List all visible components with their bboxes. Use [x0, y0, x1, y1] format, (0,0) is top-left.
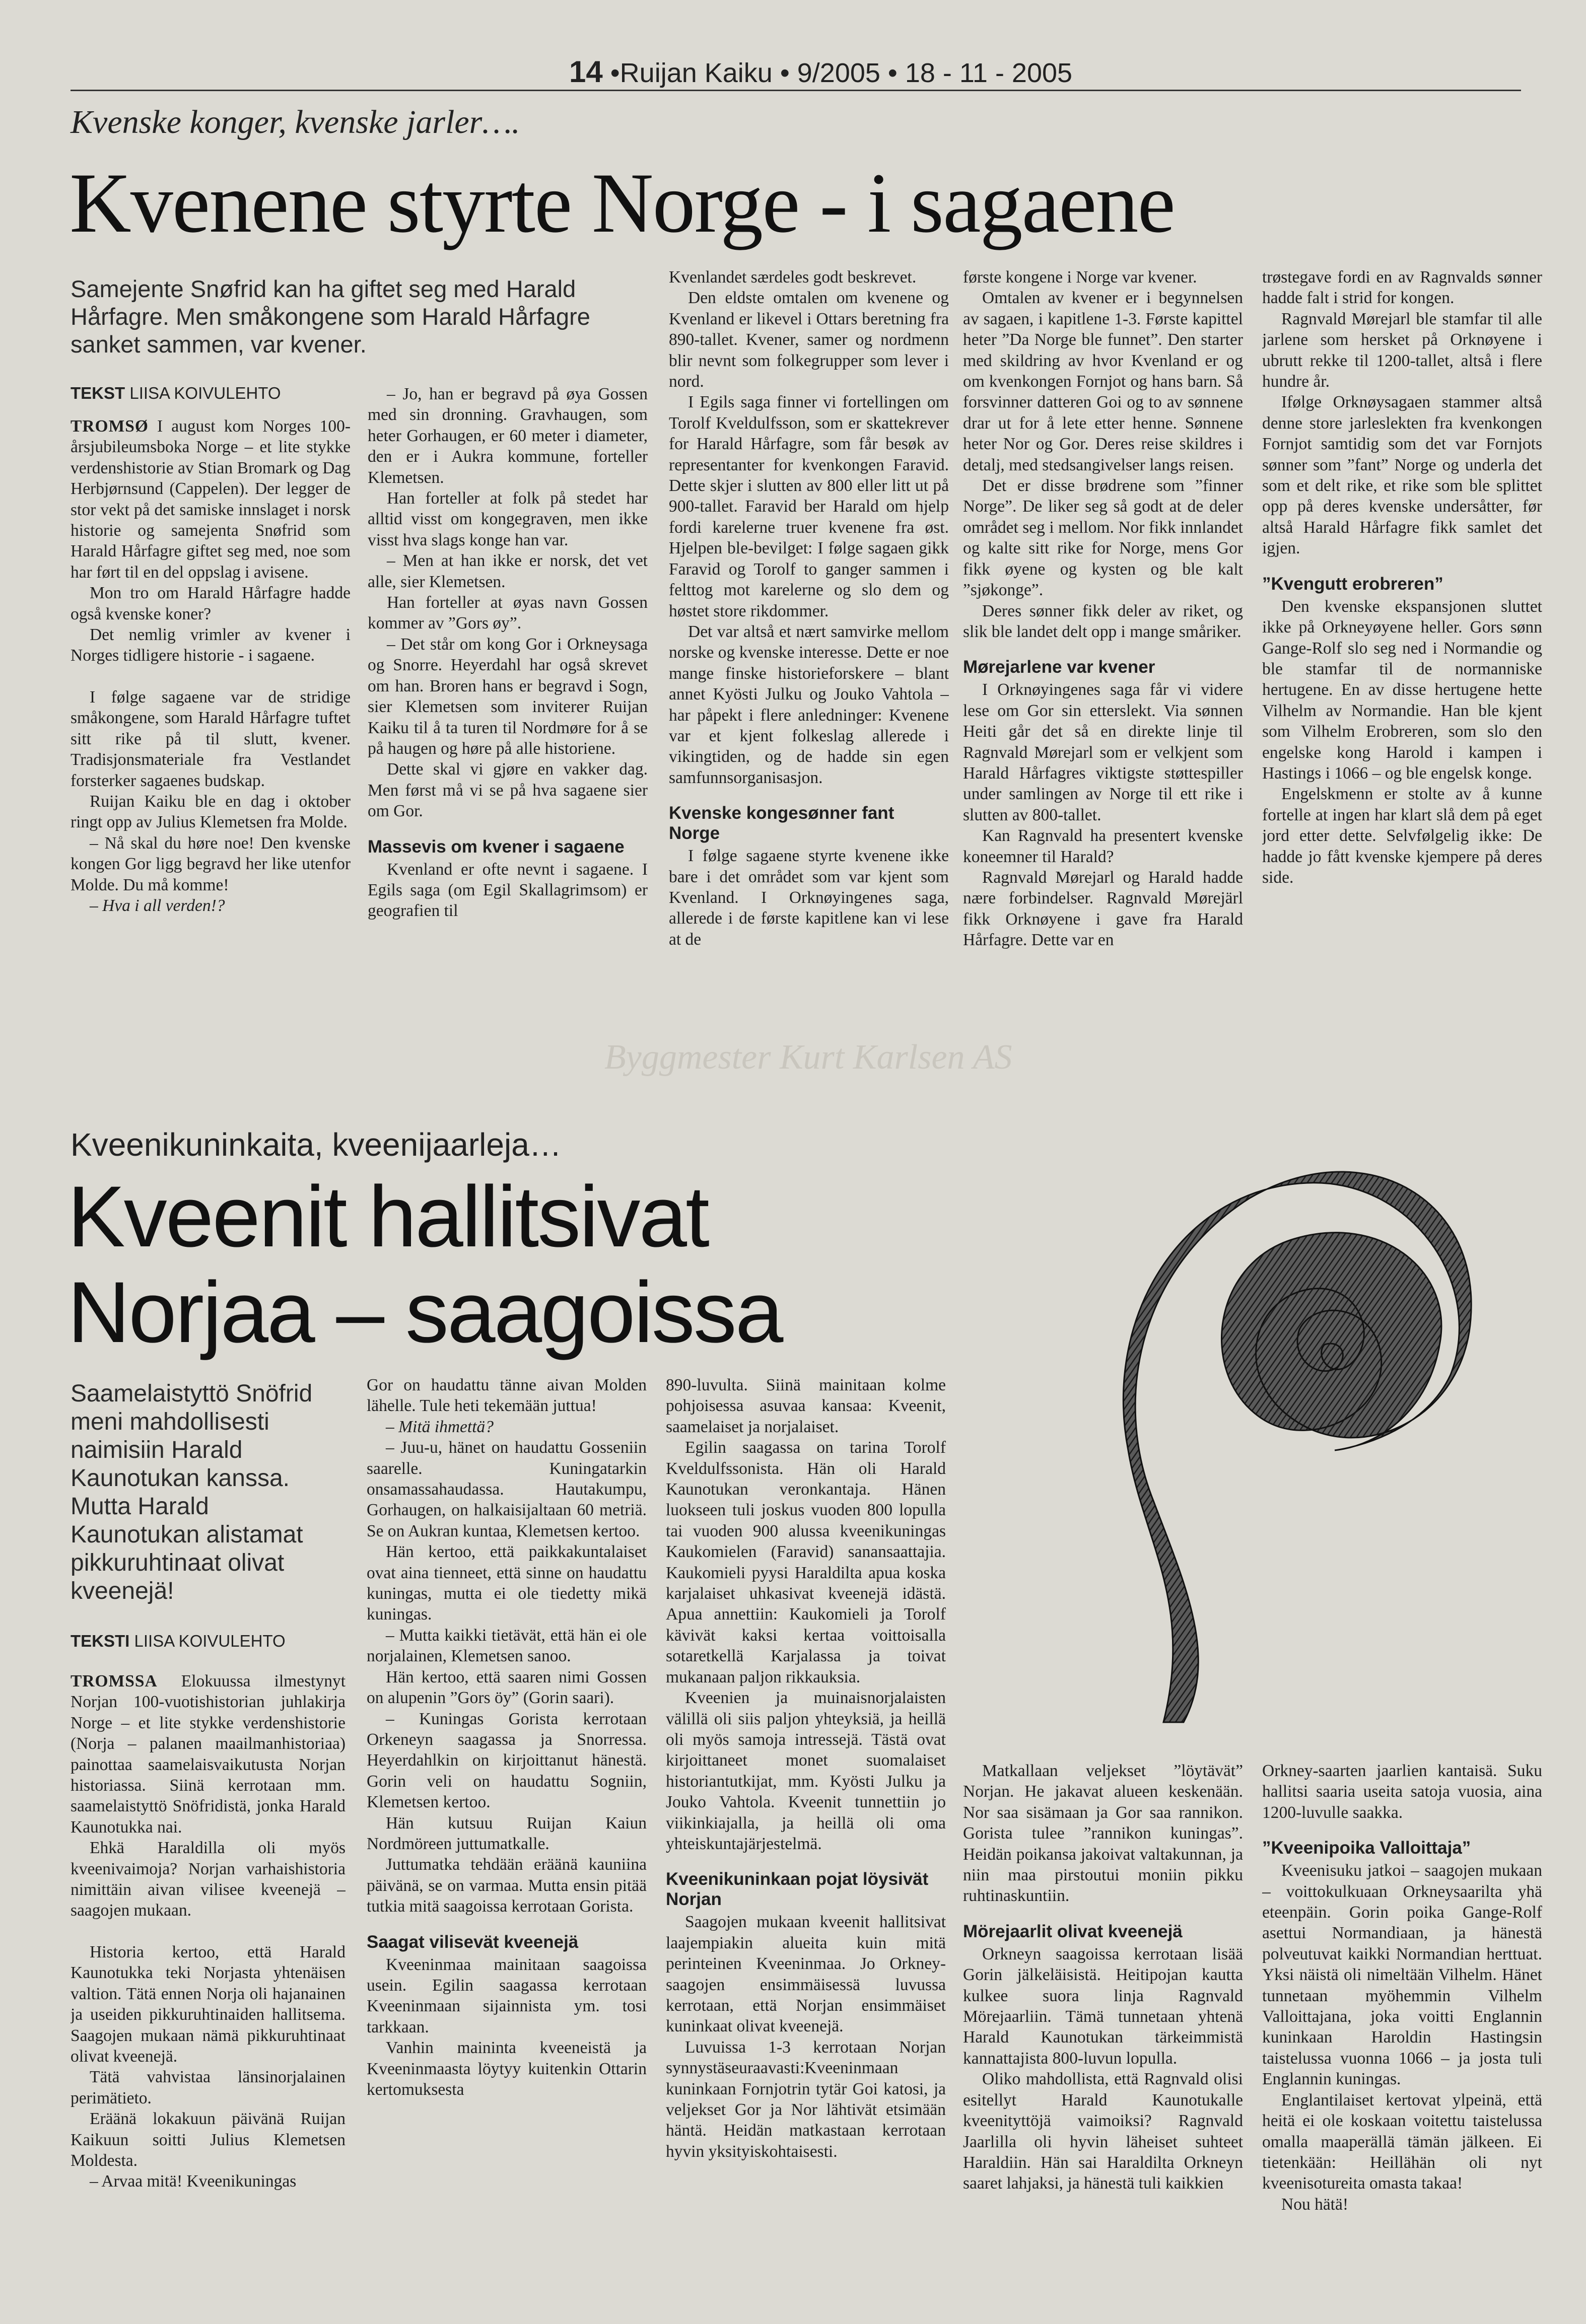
finnish-lead: Saamelaistyttö Snöfrid meni mahdollisesti naimisiin Harald Kaunotukan kanssa. Mutta Harald Kaunotukan alistamat pikkuruhtinaat olivat kveenejä!	[71, 1380, 313, 1604]
paragraph	[71, 833, 351, 895]
norwegian-lead: Samejente Snøfrid kan ha giftet seg med Harald Hårfagre. Men småkongene som Harald Hårfagre sanket sammen, var kvener.	[71, 275, 590, 358]
paragraph-text: Det nemlig vrimler av kvener i Norges tidligere historie - i sagaene.	[71, 625, 351, 665]
paragraph	[71, 895, 351, 916]
dateline: TROMSØ	[71, 417, 149, 436]
paragraph	[368, 488, 648, 550]
page-header	[569, 54, 1123, 90]
paragraph-text: Kveenisuku jatkoi – saagojen mukaan – voittokulkuaan Orkneysaarilta yhä eteenpäin. Gorin poika Gange-Rolf asettui Normandiaan, ja hänestä polveutuvat kaikki Normandian herttuat. Yksi näistä oli nimeltään Vilhelm. Hänet tunnetaan myöhemmin Vilhelm Valloittajana, joka voitti Englannin kuninkaan Haroldin Hastingsin taistelussa vuonna 1066 – ja josta tuli Englannin kuningas.	[1262, 1861, 1542, 2089]
subheading: Mørejarlene var kvener	[963, 657, 1155, 677]
paragraph-text: Kvenlandet særdeles godt beskrevet.	[669, 268, 917, 287]
paragraph	[1262, 1760, 1542, 1823]
paragraph-text: – Nå skal du høre noe! Den kvenske kongen Gor ligg begravd her like utenfor Molde. Du må komme!	[71, 833, 351, 894]
page-number: 14	[569, 55, 603, 89]
paragraph	[367, 1541, 647, 1625]
paragraph-text: I følge sagaene styrte kvenene ikke bare i det området som var kjent som Kvenland. I Orknøyingenes saga, allerede i de første kapitlene kan vi lese at de	[669, 847, 949, 949]
paragraph	[1262, 596, 1542, 784]
paragraph	[666, 1687, 946, 1854]
paragraph	[963, 679, 1243, 825]
paragraph-text: – Arvaa mitä! Kveenikuningas	[90, 2172, 297, 2191]
paragraph	[963, 288, 1243, 475]
paragraph-text: – Juu-u, hänet on haudattu Gosseniin saarelle. Kuningatarkin onsamassahaudassa. Hautakumpu, Gorhaugen, on halkaisijaltaan 60 metriä. Se on Aukran kuntaa, Klemetsen kertoo.	[367, 1438, 647, 1540]
finnish-column-1	[71, 1671, 346, 2275]
paragraph	[367, 1625, 647, 1667]
paragraph	[367, 1813, 647, 1855]
paragraph	[669, 267, 949, 288]
paragraph-text: Luvuissa 1-3 kerrotaan Norjan synnystäseuraavasti:Kveeninmaan kuninkaan Fornjotrin tytär Goi katosi, ja veljekset Gor ja Nor lähtivät etsimään häntä. Heidän matkastaan kerrotaan hyvin yksityiskohtaisesti.	[666, 2037, 946, 2161]
paragraph	[367, 1954, 647, 2038]
paragraph-text: første kongene i Norge var kvener.	[963, 268, 1197, 287]
paragraph-text: Orkneyn saagoissa kerrotaan lisää Gorin jälkeläisistä. Heitipojan kautta kulkee suora linja Ragnvald Mörejaarliin. Tämä tunnetaan yhtenä Harald Kaunotukan tärkeimmistä kannattajista 800-luvun lopulla.	[963, 1944, 1243, 2068]
subheading: Mörejaarlit olivat kveenejä	[963, 1921, 1183, 1941]
paragraph-text: Saagojen mukaan kveenit hallitsivat laajempiakin alueita kuin mitä perinteinen Kveeninmaa. Jo Orkney-saagojen ensimmäisessä luvussa kerrotaan, että Norjan ensimmäiset kuninkaat olivat kveenejä.	[666, 1913, 946, 2036]
paragraph	[368, 634, 648, 759]
paragraph	[71, 2108, 346, 2171]
paragraph-text: I følge sagaene var de stridige småkongene, som Harald Hårfagre tuftet sitt rike på til slutt, kvener. Tradisjonsmateriale fra Vestlandet forsterker sagaenes budskap.	[71, 687, 351, 790]
norwegian-byline	[71, 384, 281, 403]
paragraph	[367, 1667, 647, 1709]
paragraph-text: Det var altså et nært samvirke mellom norske og kvenske interesse. Dette er noe mange finske historieforskere – blant annet Kyösti Julku og Jouko Vahtola – har påpekt i flere anledninger: Kvenene var et kjent folkeslag allerede i vikingtiden, og de hadde sin egen samfunnsorganisasjon.	[669, 622, 949, 787]
paragraph	[71, 1838, 346, 1921]
paragraph	[368, 592, 648, 634]
paragraph-text: Kan Ragnvald ha presentert kvenske koneemner til Harald?	[963, 826, 1243, 866]
norwegian-column-5	[1262, 267, 1542, 1022]
paragraph-text: Den kvenske ekspansjonen sluttet ikke på Orkneyøyene heller. Gors sønn Gange-Rolf slo seg ned i Normandie og ble stamfar til de normanniske hertugene. En av disse hertugene hette Vilhelm av Normandie. Han ble kjent som Vilhelm Erobreren, som slo den engelske kong Harold i kampen i Hastings i 1066 – og ble engelsk konge.	[1262, 597, 1542, 783]
norwegian-headline: Kvenene styrte Norge - i sagaene	[70, 156, 1175, 250]
paragraph	[963, 267, 1243, 288]
paragraph-text: Kveenien ja muinaisnorjalaisten välillä oli siis paljon yhteyksiä, ja heillä oli myös samoja intressejä. Tästä ovat kirjoittaneet monet suomalaiset historiantutkijat, mm. Kyösti Julku ja Jouko Vahtola. Kveenit tunnettiin jo viikinkiajalla, ja heillä oli oma yhteiskuntajärjestelmä.	[666, 1688, 946, 1853]
finnish-byline	[71, 1632, 286, 1651]
paragraph	[963, 475, 1243, 600]
paragraph-text: Nou hätä!	[1281, 2195, 1349, 2214]
issue-info: •Ruijan Kaiku • 9/2005 • 18 - 11 - 2005	[610, 58, 1073, 88]
paragraph-text: Gor on haudattu tänne aivan Molden lähelle. Tule heti tekemään juttua!	[367, 1376, 647, 1416]
paragraph-text: Vanhin maininta kveeneistä ja Kveeninmaasta löytyy kuitenkin Ottarin kertomuksesta	[367, 2038, 647, 2099]
paragraph	[367, 1375, 647, 1417]
paragraph	[669, 392, 949, 621]
paragraph-text: Det er disse brødrene som ”finner Norge”. De liker seg så godt at de deler området seg i mellom. Nor fikk innlandet og kalte sitt rike for Norge, mens Gor fikk øyene og kysten og ble kalt ”sjøkonge”.	[963, 476, 1243, 600]
paragraph-text: Ragnvald Mørejarl ble stamfar til alle jarlene som hersket på Orknøyene i ubrutt rekke til 1200-tallet, altså i flere hundre år.	[1262, 309, 1542, 391]
paragraph	[1262, 2090, 1542, 2194]
paragraph	[368, 859, 648, 922]
paragraph-text: – Mitä ihmettä?	[386, 1417, 494, 1436]
paragraph-text: Kveeninmaa mainitaan saagoissa usein. Egilin saagassa kerrotaan Kveeninmaan sijainnista ym. tosi tarkkaan.	[367, 1955, 647, 2036]
paragraph	[71, 583, 351, 624]
paragraph	[71, 1671, 346, 1838]
paragraph-text: I august kom Norges 100-årsjubileumsboka Norge – et lite stykke verdenshistorie av Stian Bromark og Dag Herbjørnsund (Cappelen). Der legger de stor vekt på det samiske innslaget i norsk historie og samejenta Snøfrid som Harald Hårfagre giftet seg med, noe som har ført til en del oppslag i avisene.	[71, 417, 351, 582]
norwegian-column-1	[71, 416, 351, 1066]
norwegian-column-2	[368, 384, 648, 1066]
paragraph	[669, 846, 949, 950]
paragraph	[367, 1709, 647, 1813]
paragraph	[1262, 1860, 1542, 2089]
finnish-kicker: Kveenikuninkaita, kveenijaarleja…	[71, 1126, 562, 1163]
paragraph	[71, 791, 351, 833]
finnish-headline-line-2: Norjaa – saagoissa	[67, 1264, 782, 1361]
spiral-scroll-illustration	[1098, 1138, 1481, 1732]
paragraph-text: Ragnvald Mørejarl og Harald hadde nære forbindelser. Ragnvald Mørejärl fikk Orknøyene i gave fra Harald Hårfagre. Dette var en	[963, 868, 1243, 950]
subheading: Massevis om kvener i sagaene	[368, 836, 625, 857]
paragraph-text: Englantilaiset kertovat ylpeinä, että heitä ei ole koskaan voitettu taistelussa omalla maaperällä tämän jälkeen. Ei tietenkään: Heillähän oli nyt kveenisotureita omasta takaa!	[1262, 2090, 1542, 2193]
paragraph	[367, 1417, 647, 1437]
paragraph-text: trøstegave fordi en av Ragnvalds sønner hadde falt i strid for kongen.	[1262, 268, 1542, 308]
finnish-column-4	[963, 1760, 1243, 2276]
paragraph-text: Han forteller at folk på stedet har alltid visst om kongegraven, men ikke visst hva slags konge han var.	[368, 489, 648, 549]
paragraph	[367, 1437, 647, 1541]
paragraph	[1262, 392, 1542, 558]
paragraph	[669, 288, 949, 392]
paragraph-text: Mon tro om Harald Hårfagre hadde også kvenske koner?	[71, 584, 351, 623]
paragraph-text: – Kuningas Gorista kerrotaan Orkeneyn saagassa ja Snorressa. Heyerdahlkin on kirjoittanut hänestä. Gorin veli on haudattu Sogniin, Klemetsen kertoo.	[367, 1709, 647, 1812]
paragraph	[368, 550, 648, 592]
paragraph-text: Den eldste omtalen om kvenene og Kvenland er likevel i Ottars beretning fra 890-tallet. Kvener, samer og nordmenn blir nevnt som folkegrupper som lever i nord.	[669, 289, 949, 391]
paragraph-text: I Orknøyingenes saga får vi videre lese om Gor sin etterslekt. Via sønnen Heiti går det så en direkte linje til Ragnvald Mørejarl som er velkjent som Harald Hårfagres viktigste støttespiller under samlingen av Norge til ett rike i slutten av 800-tallet.	[963, 680, 1243, 824]
header-rule	[71, 90, 1521, 91]
subheading: ”Kveenipoika Valloittaja”	[1262, 1838, 1471, 1858]
paragraph-text: Egilin saagassa on tarina Torolf Kveldulfssonista. Hän oli Harald Kaunotukan veronkantaja. Hänen luokseen tuli joskus vuoden 800 lopulla tai vuoden 900 alussa kveenikuningas Kaukomielen (Faravid) sanansaattajia. Kaukomieli pyysi Haraldilta apua koska karjalaiset uhkasivat kveenejä idästä. Apua annettiin: Kaukomieli ja Torolf kävivät kaksi kertaa voittoisalla sotaretkellä Karjalassa ja toivat mukanaan paljon rikkauksia.	[666, 1438, 946, 1686]
norwegian-column-4	[963, 267, 1243, 1066]
paragraph	[368, 759, 648, 821]
paragraph-text: Matkallaan veljekset ”löytävät” Norjan. He jakavat alueen keskenään. Nor saa sisämaan ja Gor saa rannikon. Gorista tulee ”rannikon kuningas”. Heidän poikansa jakoivat valtakunnan, ja niin maa pirstoutui moniin pikku ruhtinaskuntiin.	[963, 1762, 1243, 1906]
paragraph	[963, 825, 1243, 867]
paragraph-text: Elokuussa ilmestynyt Norjan 100-vuotishistorian juhlakirja Norge – et lite stykke verdenshistorie (Norja – palanen maailmanhistoriaa) painottaa saamelaisvaikutusta Norjan historiassa. Siinä kerrotaan mm. saamelaistyttö Snöfridistä, jonka Harald Kaunotukka nai.	[71, 1672, 346, 1837]
paragraph-text: Ifølge Orknøysagaen stammer altså denne store jarleslekten fra kvenkongen Fornjot samtidig som det var Fornjots sønner som ”fant” Norge og underla det som et delt rike, et rike som ble splittet opp på deres kvenske undersåtter, før altså Harald Hårfagre fikk samlet det igjen.	[1262, 393, 1542, 558]
paragraph-text: Ehkä Haraldilla oli myös kveenivaimoja? Norjan varhaishistoria nimittäin aivan vilisee kveenejä – saagojen mukaan.	[71, 1839, 346, 1920]
paragraph	[71, 2067, 346, 2108]
paragraph-text: 890-luvulta. Siinä mainitaan kolme pohjoisessa asuvaa kansaa: Kveenit, saamelaiset ja norjalaiset.	[666, 1376, 946, 1436]
paragraph-text: Oliko mahdollista, että Ragnvald olisi esitellyt Harald Kaunotukalle kveenityttöjä vaimoiksi? Ragnvald Jaarlilla oli hyvin läheiset suhteet Haraldiin. Hän sai Haraldilta Orkneyn saaret lahjaksi, ja hänestä tuli kaikkien	[963, 2070, 1243, 2193]
paragraph	[71, 687, 351, 791]
finnish-column-2	[367, 1375, 647, 2276]
finnish-column-3	[666, 1375, 946, 2276]
paragraph-text: Han forteller at øyas navn Gossen kommer av ”Gors øy”.	[368, 593, 648, 633]
paragraph	[963, 1760, 1243, 1907]
paragraph-text: – Hva i all verden!?	[90, 896, 225, 915]
paragraph	[71, 416, 351, 583]
paragraph-text: Dette skal vi gjøre en vakker dag. Men først må vi se på hva sagaene sier om Gor.	[368, 760, 648, 821]
paragraph	[666, 1912, 946, 2036]
paragraph-text: Orkney-saarten jaarlien kantaisä. Suku hallitsi saaria useita satoja vuosia, aina 1200-luvulle saakka.	[1262, 1762, 1542, 1822]
paragraph-text: Hän kutsuu Ruijan Kaiun Nordmöreen juttumatkalle.	[367, 1813, 647, 1853]
paragraph-text: Hän kertoo, että saaren nimi Gossen on alupenin ”Gors öy” (Gorin saari).	[367, 1667, 647, 1708]
paragraph	[1262, 784, 1542, 888]
paragraph-text: Historia kertoo, että Harald Kaunotukka teki Norjasta yhtenäisen valtion. Tätä ennen Norja oli hajanainen ja useiden pikkuruhtinaiden hallitsema. Saagojen mukaan nämä pikkuruhtinaat olivat kveenejä.	[71, 1942, 346, 2066]
byline-name: LIISA KOIVULEHTO	[129, 384, 281, 402]
paragraph	[666, 1437, 946, 1687]
subheading: Saagat vilisevät kveenejä	[367, 1932, 579, 1952]
paragraph	[1262, 267, 1542, 309]
paragraph	[666, 1375, 946, 1437]
paragraph	[1262, 309, 1542, 392]
paragraph	[71, 1942, 346, 2067]
paragraph-text: Engelskmenn er stolte av å kunne fortelle at ingen har klart slå dem på eget jord etter dette. Selvfølgelig ikke: De hadde jo fått kvenske kjempere på deres side.	[1262, 785, 1542, 887]
norwegian-kicker: Kvenske konger, kvenske jarler….	[71, 104, 520, 140]
paragraph	[669, 621, 949, 788]
paragraph	[71, 2171, 346, 2192]
finnish-column-5	[1262, 1760, 1542, 2276]
subheading: ”Kvengutt erobreren”	[1262, 574, 1443, 594]
byline-name: LIISA KOIVULEHTO	[134, 1632, 286, 1650]
paragraph	[71, 624, 351, 666]
subheading: Kvenske kongesønner fant Norge	[669, 803, 894, 843]
finnish-headline-line-1: Kveenit hallitsivat	[67, 1168, 708, 1265]
paragraph-text: Deres sønner fikk deler av riket, og slik ble landet delt opp i mange småriker.	[963, 601, 1243, 641]
paragraph	[963, 1944, 1243, 2069]
subheading: Kveenikuninkaan pojat löysivät Norjan	[666, 1869, 929, 1910]
paragraph-text: Hän kertoo, että paikkakuntalaiset ovat aina tienneet, että sinne on haudattu kuningas, mutta ei ole tiedetty mikä kuningas.	[367, 1542, 647, 1624]
paragraph-text: – Mutta kaikki tietävät, että hän ei ole norjalainen, Klemetsen sanoo.	[367, 1626, 647, 1666]
byline-label: TEKST	[71, 384, 125, 402]
paragraph	[963, 867, 1243, 951]
paragraph-text: – Det står om kong Gor i Orkneysaga og Snorre. Heyerdahl har også skrevet om han. Broren hans er begravd i Sogn, sier Klemetsen som inviterer Ruijan Kaiku til å ta turen til Nordmøre for å se på haugen og høre på alle historiene.	[368, 635, 648, 758]
paragraph	[367, 1854, 647, 1917]
paragraph-text: – Men at han ikke er norsk, det vet alle, sier Klemetsen.	[368, 551, 648, 591]
paragraph-text: Juttumatka tehdään eräänä kauniina päivänä, se on varmaa. Mutta ensin pitää tutkia mitä saagoissa kerrotaan Gorista.	[367, 1855, 647, 1916]
paragraph-text: Tätä vahvistaa länsinorjalainen perimätieto.	[71, 2068, 346, 2107]
paragraph	[367, 2037, 647, 2100]
background-ad-bleed: Byggmester Kurt Karlsen AS	[604, 1038, 1012, 1077]
paragraph-text: Kvenland er ofte nevnt i sagaene. I Egils saga (om Egil Skallagrimsom) er geografien til	[368, 860, 648, 921]
paragraph	[368, 384, 648, 488]
paragraph	[1262, 2194, 1542, 2215]
byline-label: TEKSTI	[71, 1632, 130, 1650]
paragraph	[666, 2037, 946, 2162]
norwegian-column-3	[669, 267, 949, 1066]
paragraph	[963, 2069, 1243, 2194]
paragraph-text: Eräänä lokakuun päivänä Ruijan Kaikuun soitti Julius Klemetsen Moldesta.	[71, 2109, 346, 2170]
dateline: TROMSSA	[71, 1672, 158, 1691]
paragraph-text: Omtalen av kvener er i begynnelsen av sagaen, i kapitlene 1-3. Første kapittel heter ”Da Norge ble funnet”. Den starter med skildring av hvor Kvenland er og om kvenkongen Fornjot og hans barn. Så forsvinner datteren Goi og to av sønnene drar ut for å lete etter henne. Sønnene heter Nor og Gor. Deres reise skildres i detalj, med stedsangivelser langs reisen.	[963, 289, 1243, 474]
paragraph-text: – Jo, han er begravd på øya Gossen med sin dronning. Gravhaugen, som heter Gorhaugen, er 60 meter i diameter, den er i Aukra kommune, forteller Klemetsen.	[368, 385, 648, 487]
paragraph	[963, 601, 1243, 643]
paragraph-text: I Egils saga finner vi fortellingen om Torolf Kveldulfsson, som er skattekrever for Harald Hårfagre, som får besøk av representanter for kvenkongen Faravid. Dette skjer i slutten av 800 eller litt ut på 900-tallet. Faravid ber Harald om hjelp fordi karelerne truer kvenene fra øst. Hjelpen ble-bevilget: I følge sagaen gikk Faravid og Torolf to ganger sammen i felttog mot karelerne og slo dem og høstet store rikdommer.	[669, 393, 949, 620]
paragraph-text: Ruijan Kaiku ble en dag i oktober ringt opp av Julius Klemetsen fra Molde.	[71, 792, 351, 832]
